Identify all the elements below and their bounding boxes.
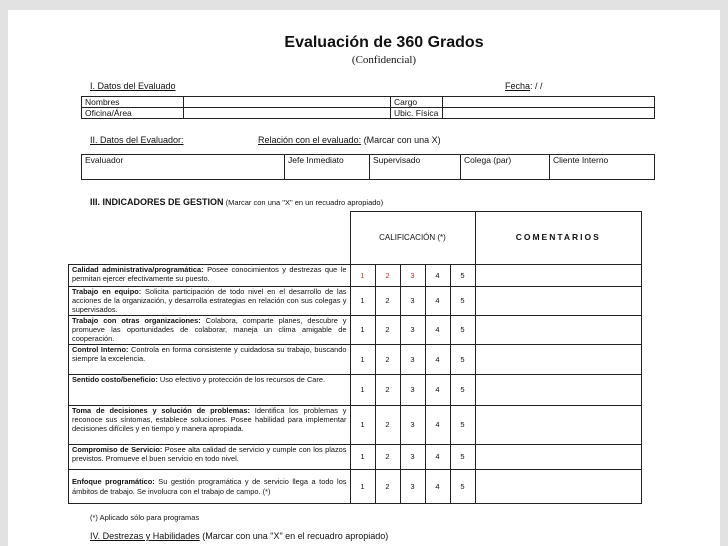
score-2[interactable]: 2 [375, 445, 400, 470]
section3-title: III. INDICADORES DE GESTION [90, 197, 224, 207]
jefe-inmediato-option[interactable]: Jefe Inmediato [285, 155, 370, 180]
oficina-field[interactable] [184, 108, 391, 119]
score-2[interactable]: 2 [375, 406, 400, 445]
cargo-field[interactable] [443, 97, 655, 108]
table-row [69, 265, 642, 287]
nombres-label: Nombres [82, 97, 184, 108]
section1-label [90, 81, 176, 91]
header-spacer [69, 212, 351, 265]
nombres-field[interactable] [184, 97, 391, 108]
section2-label [90, 135, 184, 145]
table-row [82, 97, 655, 108]
indicator-description [69, 445, 351, 470]
indicator-text: Colabora, comparte planes, descubre y promueve las oportunidades de colaborar, maneja un clima amigable de cooperación. [72, 316, 347, 344]
section4-hint: (Marcar con una "X" en el recuadro apropiado) [199, 531, 389, 541]
indicator-description [69, 375, 351, 406]
relation-label [258, 135, 441, 145]
page-subtitle: (Confidencial) [351, 54, 417, 66]
score-2[interactable]: 2 [375, 345, 400, 375]
cliente-interno-option[interactable]: Cliente Interno [550, 155, 655, 180]
table-row [69, 287, 642, 316]
indicator-text: Posee conocimientos y destrezas que le permitan ejercer efectivamente su puesto. [72, 265, 347, 284]
ubicacion-field[interactable] [443, 108, 655, 119]
score-5[interactable]: 5 [450, 316, 475, 345]
comment-cell[interactable] [475, 316, 642, 345]
comment-cell[interactable] [475, 287, 642, 316]
comment-cell[interactable] [475, 375, 642, 406]
indicator-text: Uso efectivo y protección de los recursos de Care. [157, 375, 326, 384]
cargo-label: Cargo [391, 97, 443, 108]
calificacion-header: CALIFICACIÓN (*) [350, 212, 475, 265]
score-1[interactable]: 1 [350, 375, 375, 406]
score-3[interactable]: 3 [400, 375, 425, 406]
indicator-description [69, 470, 351, 504]
table-row [69, 316, 642, 345]
table-row [82, 108, 655, 119]
score-5[interactable]: 5 [450, 406, 475, 445]
fecha-value: : / / [530, 81, 543, 91]
indicator-name: Control Interno: [72, 345, 129, 354]
document-page [8, 10, 720, 546]
score-3[interactable]: 3 [400, 470, 425, 504]
table-header-row [69, 212, 642, 265]
supervisado-option[interactable]: Supervisado [370, 155, 461, 180]
indicator-description [69, 265, 351, 287]
score-5[interactable]: 5 [450, 375, 475, 406]
score-4[interactable]: 4 [425, 445, 450, 470]
score-4[interactable]: 4 [425, 287, 450, 316]
score-3[interactable]: 3 [400, 345, 425, 375]
score-5[interactable]: 5 [450, 265, 475, 287]
comment-cell[interactable] [475, 265, 642, 287]
section4-label [90, 531, 388, 541]
indicator-name: Enfoque programático: [72, 477, 155, 487]
score-3[interactable]: 3 [400, 265, 425, 287]
fecha-field [505, 81, 543, 91]
section3-hint: (Marcar con una "X" en un recuadro apropiado) [223, 198, 384, 207]
indicator-text: Su gestión programática y de servicio llega a todo los ámbitos de trabajo. Se involucra con el trabajo de campo. (*) [72, 477, 347, 496]
section4-title: IV. Destrezas y Habilidades [90, 531, 200, 541]
score-1[interactable]: 1 [350, 470, 375, 504]
score-2[interactable]: 2 [375, 265, 400, 287]
score-1[interactable]: 1 [350, 345, 375, 375]
footnote: (*) Aplicado sólo para programas [90, 513, 200, 522]
score-4[interactable]: 4 [425, 375, 450, 406]
table-row [69, 345, 642, 375]
score-3[interactable]: 3 [400, 316, 425, 345]
score-1[interactable]: 1 [350, 287, 375, 316]
score-2[interactable]: 2 [375, 316, 400, 345]
table-row [69, 445, 642, 470]
score-1[interactable]: 1 [350, 265, 375, 287]
score-4[interactable]: 4 [425, 406, 450, 445]
indicator-name: Trabajo con otras organizaciones: [72, 316, 201, 325]
score-3[interactable]: 3 [400, 287, 425, 316]
table-row [69, 470, 642, 504]
indicator-name: Trabajo en equipo: [72, 287, 142, 296]
table-row [82, 155, 655, 180]
section1-title: I. Datos del Evaluado [90, 81, 176, 91]
indicator-text: Controla en forma consistente y cuidadosa su trabajo, buscando siempre la excelencia. [72, 345, 347, 364]
comentarios-header: COMENTARIOS [475, 212, 642, 265]
indicator-name: Toma de decisiones y solución de problemas: [72, 406, 250, 415]
fecha-label: Fecha [505, 81, 531, 91]
indicator-name: Sentido costo/beneficio: [72, 375, 158, 384]
indicator-description [69, 345, 351, 375]
section2-title: II. Datos del Evaluador: [90, 135, 184, 145]
relation-title: Relación con el evaluado: [258, 135, 362, 145]
comment-cell[interactable] [475, 470, 642, 504]
page-title: Evaluación de 360 Grados [284, 34, 484, 51]
score-4[interactable]: 4 [425, 265, 450, 287]
comment-cell[interactable] [475, 445, 642, 470]
score-5[interactable]: 5 [450, 445, 475, 470]
evaluador-table [81, 154, 655, 180]
table-row [69, 406, 642, 445]
relation-hint: (Marcar con una X) [361, 135, 441, 145]
score-2[interactable]: 2 [375, 470, 400, 504]
indicator-description [69, 406, 351, 445]
comment-cell[interactable] [475, 345, 642, 375]
score-5[interactable]: 5 [450, 470, 475, 504]
indicator-name: Calidad administrativa/programática: [72, 265, 204, 274]
score-1[interactable]: 1 [350, 316, 375, 345]
score-1[interactable]: 1 [350, 406, 375, 445]
score-3[interactable]: 3 [400, 406, 425, 445]
section3-label [90, 197, 383, 207]
indicator-text: Solicita participación de todo nivel en el desarrollo de las acciones de la organización, y desarrolla estrategias en relación con sus colegas y supervisados. [72, 287, 347, 315]
indicator-description [69, 287, 351, 316]
comment-cell[interactable] [475, 406, 642, 445]
indicadores-table [68, 211, 642, 504]
indicator-name: Compromiso de Servicio: [72, 445, 163, 454]
colega-option[interactable]: Colega (par) [461, 155, 550, 180]
indicator-text: Posee alta calidad de servicio y cumple con los plazos previstos. Promueve el buen servicio en todo nivel. [72, 445, 347, 464]
score-4[interactable]: 4 [425, 470, 450, 504]
indicator-description [69, 316, 351, 345]
indicator-text: Identifica los problemas y reconoce sus síntomas, establece soluciones. Posee habilidad para implementar decisiones difíciles y en tiempo y manera apropiada. [72, 406, 347, 434]
evaluado-table [81, 96, 655, 119]
score-5[interactable]: 5 [450, 345, 475, 375]
score-3[interactable]: 3 [400, 445, 425, 470]
score-2[interactable]: 2 [375, 287, 400, 316]
oficina-label: Oficina/Área [82, 108, 184, 119]
score-4[interactable]: 4 [425, 345, 450, 375]
score-5[interactable]: 5 [450, 287, 475, 316]
score-4[interactable]: 4 [425, 316, 450, 345]
evaluador-label: Evaluador [82, 155, 285, 180]
table-row [69, 375, 642, 406]
score-2[interactable]: 2 [375, 375, 400, 406]
score-1[interactable]: 1 [350, 445, 375, 470]
ubicacion-label: Ubic. Física [391, 108, 443, 119]
